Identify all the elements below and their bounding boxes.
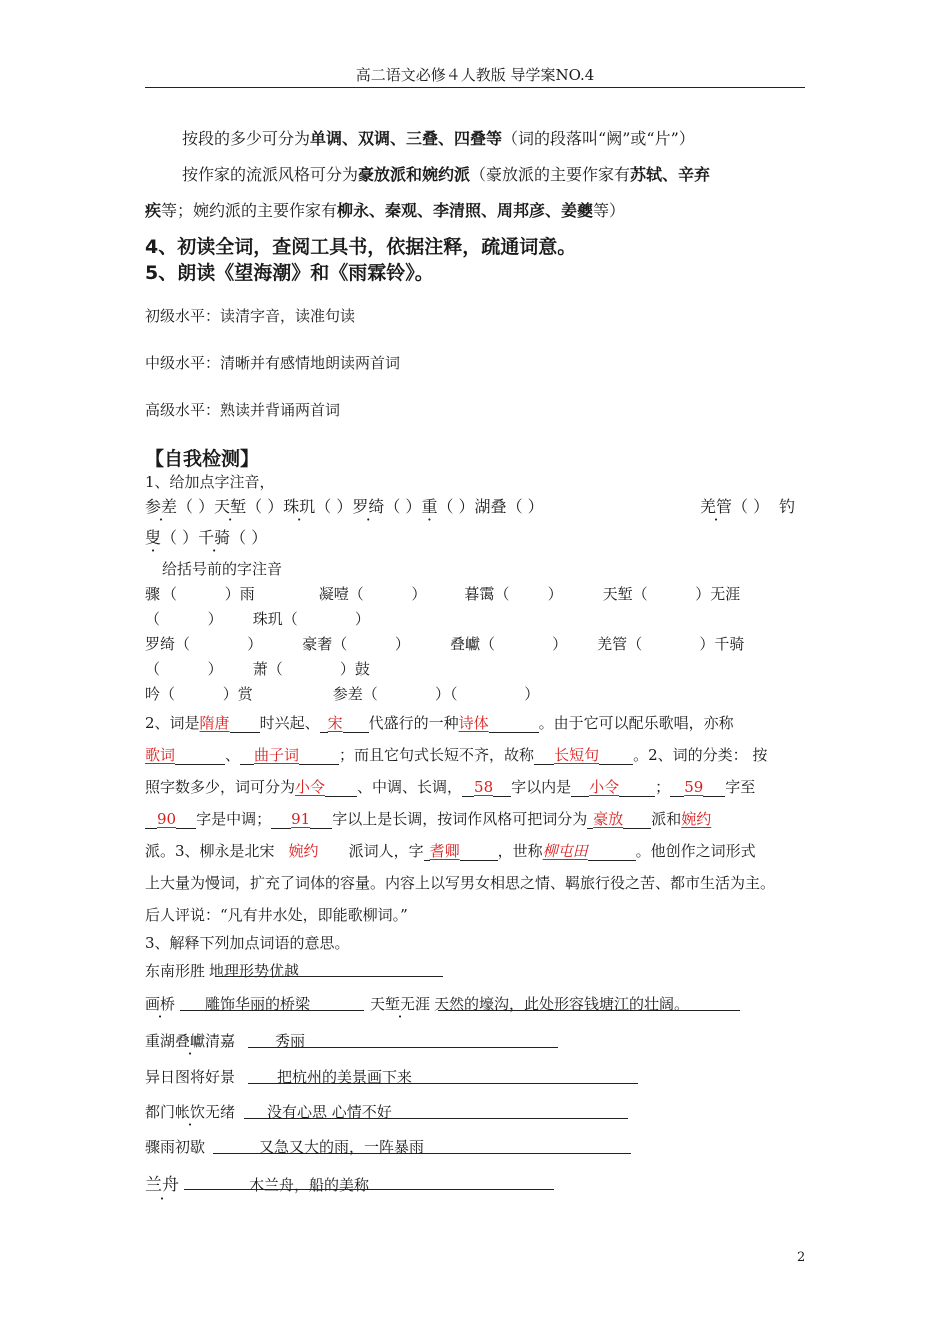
q1-char: 鼓 — [354, 660, 370, 678]
q1-char: 骤 — [145, 585, 161, 603]
q3-term: 都门帐饮无绪 · — [145, 1103, 235, 1121]
q3-answer: 把杭州的美景画下来 — [277, 1068, 413, 1086]
q3-term: 异日图将好景 — [145, 1068, 236, 1086]
q2-line-5 — [145, 840, 756, 861]
q1-term: 羌管 — [700, 497, 733, 516]
self-check-heading: 【自我检测】 — [145, 448, 260, 470]
q3-title: 3、解释下列加点词语的意思。 — [145, 934, 350, 952]
q1-group-1: 骤 （ ）雨 凝噎（ ） 暮霭（ ） 天堑（ ）无涯 — [145, 585, 741, 603]
q1-row-1-right: 羌管（ ） 钓 — [700, 497, 796, 516]
intro-bold: 疾 — [145, 201, 162, 220]
q3-term: 骤雨初歇 — [145, 1138, 206, 1156]
q1-char: 无涯 — [710, 585, 741, 603]
q2-text: 照字数多少，词可分为 — [145, 778, 296, 796]
q1-char: 千骑 — [714, 635, 745, 653]
intro-bold: 柳永、秦观、李清照、周邦彦、姜夔 — [337, 201, 594, 220]
q3-term: 天堑无涯 — [370, 995, 431, 1013]
q1-term: 天堑 — [214, 497, 247, 516]
q2-line-3 — [145, 776, 755, 797]
q2-text: 时兴起、 — [259, 714, 320, 732]
q1-char: 罗绮 — [145, 635, 176, 653]
level-middle: 中级水平：清晰并有感情地朗读两首词 — [145, 354, 401, 372]
q3-answer: 木兰舟，船的美称 — [249, 1176, 370, 1194]
q2-text: 、 — [225, 746, 241, 764]
intro-line-2 — [182, 162, 710, 185]
q2-answer: 曲子词 — [254, 746, 300, 764]
q1-char: 珠玑 — [252, 610, 283, 628]
q3-term: 兰舟 — [145, 1175, 179, 1195]
intro-text: （豪放派的主要作家有 — [470, 165, 631, 184]
q2-text: 派和 — [651, 810, 682, 828]
q2-line-4 — [145, 808, 711, 829]
q1-group-1-cont: （ ） 珠玑（ ） — [145, 610, 370, 628]
q3-term: 重湖叠巘清嘉 · — [145, 1032, 235, 1050]
q2-answer: 91 — [291, 810, 311, 828]
intro-text: 按段的多少可分为 — [182, 129, 311, 148]
q2-answer: 诗体 — [458, 714, 489, 732]
q2-line-7: 后人评说：“凡有井水处，即能歌柳词。” — [145, 906, 408, 924]
q1-char: 暮霭 — [464, 585, 495, 603]
q2-text: 字至 — [725, 778, 756, 796]
q3-answer: 天然的壕沟，此处形容钱塘江的壮阔。 — [434, 995, 690, 1013]
q3-term: 画桥 — [145, 995, 176, 1013]
q3-answer-line — [438, 1010, 740, 1011]
q2-text: ；而且它句式长短不齐，故称 — [339, 746, 535, 764]
q2-text: 2、词是 — [145, 714, 200, 732]
q1-row-2: 叟（ ）千骑（ ） — [145, 528, 268, 547]
intro-bold: 豪放派和婉约派 — [358, 165, 471, 184]
q2-answer: 长短句 — [554, 746, 600, 764]
q2-answer: 婉约 — [681, 810, 712, 828]
intro-text: （词的段落叫“阙”或“片”） — [502, 129, 695, 148]
q1-group-2: 罗绮（ ） 豪奢（ ） 叠巘（ ） 羌管（ ）千骑 — [145, 635, 745, 653]
header-rule — [145, 87, 805, 88]
intro-text: 等；婉约派的主要作家有 — [161, 201, 338, 220]
q1-char: 参差 — [332, 685, 363, 703]
q1-char: 凝噎 — [318, 585, 349, 603]
q1-char: 赏 — [237, 685, 253, 703]
q2-answer: 豪放 — [593, 810, 624, 828]
level-primary: 初级水平：读清字音，读准句读 — [145, 307, 356, 325]
q2-text: 。2、词的分类： 按 — [633, 746, 768, 764]
q2-text: 。他创作之词形式 — [635, 842, 756, 860]
q1-char: 萧 — [252, 660, 268, 678]
q3-term: 东南形胜 — [145, 962, 206, 980]
q2-answer: 90 — [157, 810, 177, 828]
q1-term: 参差 — [145, 497, 178, 516]
q3-answer-line — [180, 1010, 364, 1011]
q2-text: 字以上是长调，按词作风格可把词分为 — [332, 810, 588, 828]
q3-answer: 地理形势优越 — [209, 962, 300, 980]
page-header: 高二语文必修４人教版 导学案NO.4 — [355, 66, 595, 84]
intro-text: 按作家的流派风格可分为 — [182, 165, 359, 184]
q1-sub-title: 给括号前的字注音 — [162, 560, 283, 578]
intro-bold: 苏轼、辛弃 — [630, 165, 711, 184]
q1-char: 天堑 — [602, 585, 633, 603]
q1-term: 重 — [421, 497, 438, 516]
q1-term: 叟 — [145, 528, 162, 547]
intro-line-3 — [145, 198, 625, 221]
intro-bold: 单调、双调、三叠、四叠等 — [310, 129, 503, 148]
q1-group-2-cont: （ ） 萧（ ）鼓 — [145, 660, 370, 678]
q2-line-2 — [145, 744, 767, 765]
level-advanced: 高级水平：熟读并背诵两首词 — [145, 401, 341, 419]
q3-item-1 — [145, 960, 299, 981]
q2-line-6: 上大量为慢词，扩充了词体的容量。内容上以写男女相思之情、羁旅行役之苦、都市生活为主。 — [145, 874, 776, 892]
q2-answer: 歌词 — [145, 746, 176, 764]
q2-text: 。由于它可以配乐歌唱，亦称 — [538, 714, 734, 732]
q3-answer-line — [213, 1153, 631, 1154]
q1-term: 湖叠 — [474, 497, 507, 516]
q1-group-3: 吟（ ）赏 参差（ ）（ ） — [145, 685, 540, 703]
q2-answer: 婉约 — [288, 842, 319, 860]
task-4: 4、初读全词，查阅工具书，依据注释，疏通词意。 — [145, 236, 577, 258]
q2-text: 派。3、柳永是北宋 — [145, 842, 275, 860]
q3-answer: 又急又大的雨，一阵暴雨 — [259, 1138, 425, 1156]
q2-text: 字以内是 — [511, 778, 572, 796]
q2-text: 代盛行的一种 — [368, 714, 459, 732]
q2-text: ； — [655, 778, 671, 796]
q2-answer: 小令 — [589, 778, 620, 796]
q2-text: 派词人，字 — [348, 842, 424, 860]
q1-char: 雨 — [239, 585, 255, 603]
q2-answer: 宋 — [327, 714, 343, 732]
q2-text: ，世称 — [497, 842, 543, 860]
q2-answer: 58 — [474, 778, 494, 796]
q3-answer-line — [215, 976, 443, 977]
page-number: 2 — [797, 1250, 806, 1265]
q1-term: 千骑 — [198, 528, 231, 547]
q1-char: 豪奢 — [302, 635, 333, 653]
intro-line-1 — [182, 126, 695, 149]
q1-row-1: 参差（ ）天堑（ ）珠玑（ ）罗绮（ ）重（ ）湖叠（ ） — [145, 497, 544, 516]
q2-answer: 小令 — [295, 778, 326, 796]
q2-answer: 柳屯田 — [542, 842, 588, 860]
q2-answer: 耆卿 — [429, 842, 460, 860]
q2-text: 、中调、长调， — [357, 778, 463, 796]
q2-line-1 — [145, 712, 734, 733]
q1-char: 叠巘 — [449, 635, 480, 653]
q3-answer-line — [248, 1047, 558, 1048]
q3-item-8 — [145, 1170, 369, 1195]
q2-answer: 59 — [684, 778, 704, 796]
q1-char: 羌管 — [597, 635, 628, 653]
q1-title: 1、给加点字注音， — [145, 473, 275, 491]
q1-term: 罗绮 — [352, 497, 385, 516]
q2-answer: 隋唐 — [199, 714, 230, 732]
q3-answer-line — [244, 1118, 628, 1119]
q3-answer: 秀丽 — [275, 1032, 306, 1050]
q1-char: 吟 — [145, 685, 161, 703]
q2-text: 字是中调； — [196, 810, 272, 828]
task-5: 5、朗读《望海潮》和《雨霖铃》。 — [145, 262, 434, 284]
q3-answer-line — [184, 1189, 554, 1190]
q3-answer: 没有心思 心情不好 — [267, 1103, 392, 1121]
q1-term: 珠玑 — [283, 497, 316, 516]
q3-answer: 雕饰华丽的桥梁 — [205, 995, 311, 1013]
q3-answer-line — [248, 1083, 638, 1084]
intro-text: 等） — [593, 201, 626, 220]
q1-term: 钓 — [779, 497, 796, 516]
